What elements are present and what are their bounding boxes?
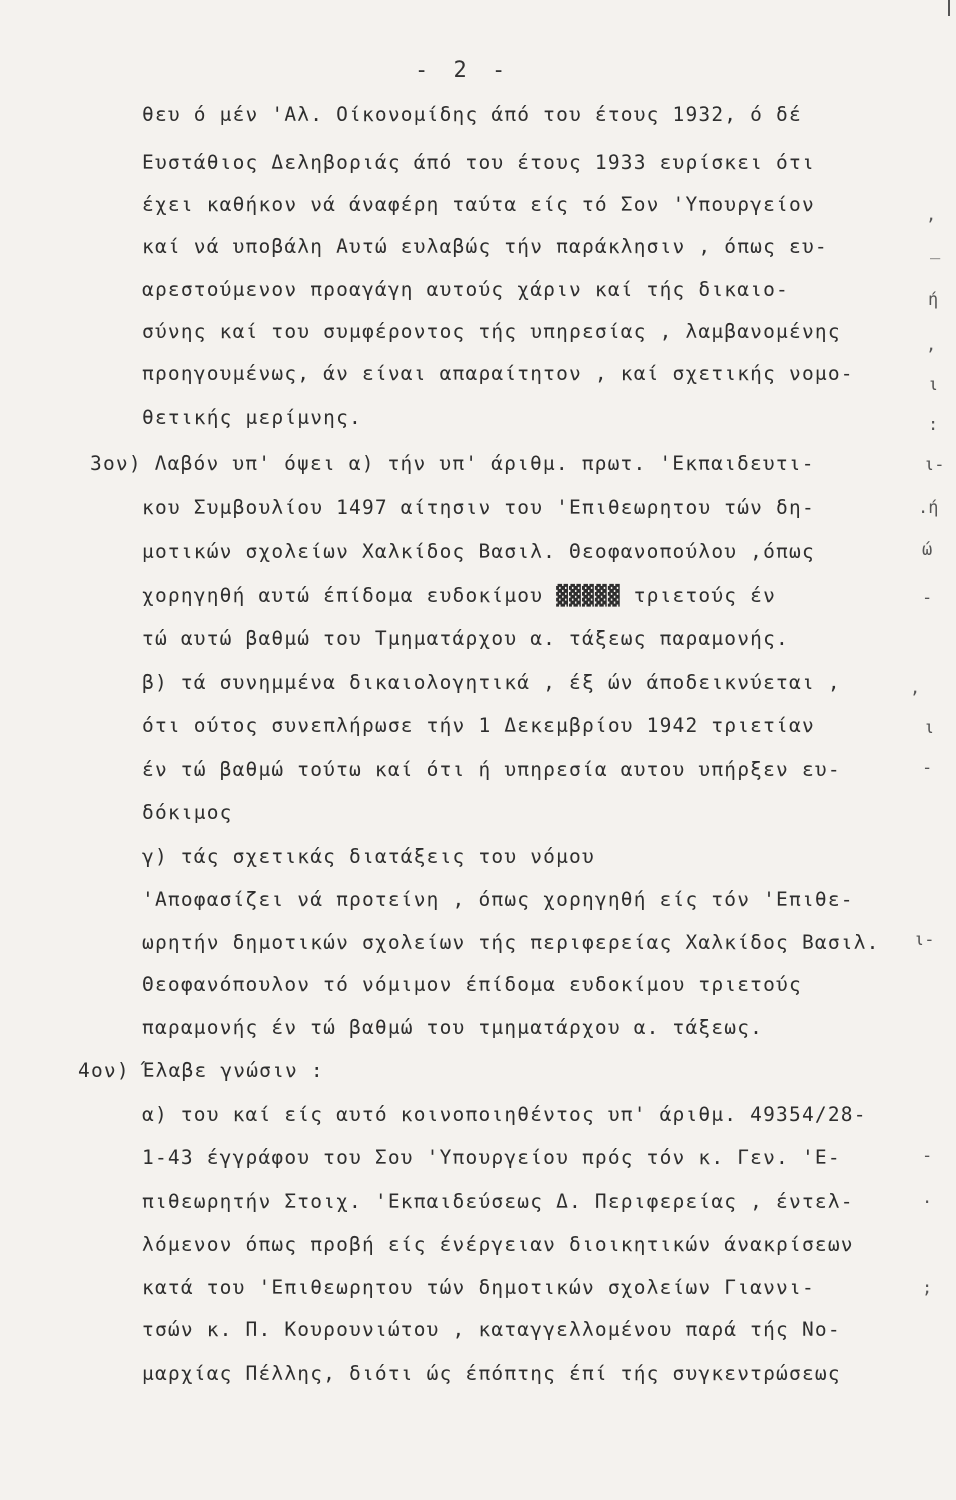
text-line: θευ ό μέν 'Αλ. Οίκονομίδης άπό του έτους 1932, ό δέ <box>142 103 802 126</box>
text-line: β) τά συνημμένα δικαιολογητικά , έξ ών άποδεικνύεται , <box>142 671 841 694</box>
margin-mark: ή <box>928 290 939 310</box>
margin-mark: ώ <box>922 540 933 560</box>
text-line: θετικής μερίμνης. <box>142 406 362 429</box>
text-line: πιθεωρητήν Στοιχ. 'Εκπαιδεύσεως Δ. Περιφερείας , έντελ- <box>142 1190 854 1213</box>
margin-mark: , <box>926 205 937 225</box>
text-line: έν τώ βαθμώ τούτω καί ότι ή υπηρεσία αυτου υπήρξεν ευ- <box>142 758 841 781</box>
text-line: ότι ούτος συνεπλήρωσε τήν 1 Δεκεμβρίου 1942 τριετίαν <box>142 714 815 737</box>
text-line: γ) τάς σχετικάς διατάξεις του νόμου <box>142 845 595 868</box>
margin-mark: ι <box>924 718 935 738</box>
margin-mark: _ <box>930 240 941 260</box>
text-line: σύνης καί του συμφέροντος τής υπηρεσίας , λαμβανομένης <box>142 320 841 343</box>
text-line: 1-43 έγγράφου του Σου 'Υπουργείου πρός τόν κ. Γεν. 'Ε- <box>142 1146 841 1169</box>
text-line: δόκιμος <box>142 801 233 824</box>
text-line: μοτικών σχολείων Χαλκίδος Βασιλ. Θεοφανοπούλου ,όπως <box>142 540 815 563</box>
text-line: Θεοφανόπουλον τό νόμιμον έπίδομα ευδοκίμου τριετούς <box>142 973 802 996</box>
text-line: α) του καί είς αυτό κοινοποιηθέντος υπ' άριθμ. 49354/28- <box>142 1103 867 1126</box>
text-line: έχει καθήκον νά άναφέρη ταύτα είς τό Σον 'Υπουργείον <box>142 193 815 216</box>
text-line: κου Συμβουλίου 1497 αίτησιν του 'Επιθεωρητου τών δη- <box>142 496 815 519</box>
text-line: Ευστάθιος Δεληβοριάς άπό του έτους 1933 ευρίσκει ότι <box>142 151 815 174</box>
margin-mark: .ή <box>918 498 939 518</box>
margin-mark: . <box>922 1188 933 1208</box>
margin-mark: ; <box>922 1278 933 1298</box>
text-line: καί νά υποβάλη Αυτώ ευλαβώς τήν παράκλησιν , όπως ευ- <box>142 235 828 258</box>
text-line: αρεστούμενον προαγάγη αυτούς χάριν καί τής δικαιο- <box>142 278 789 301</box>
page-number: - 2 - <box>415 58 512 83</box>
text-line: 'Αποφασίζει νά προτείνη , όπως χορηγηθή είς τόν 'Επιθε- <box>142 888 854 911</box>
text-line: τώ αυτώ βαθμώ του Τμηματάρχου α. τάξεως παραμονής. <box>142 627 789 650</box>
text-line: χορηγηθή αυτώ έπίδομα ευδοκίμου ▓▓▓▓▓ τριετούς έν <box>142 584 777 607</box>
text-line: 3ον) Λαβόν υπ' όψει α) τήν υπ' άριθμ. πρωτ. 'Εκπαιδευτι- <box>90 452 815 475</box>
text-line: λόμενον όπως προβή είς ένέργειαν διοικητικών άνακρίσεων <box>142 1233 854 1256</box>
text-line: κατά του 'Επιθεωρητου τών δημοτικών σχολείων Γιαννι- <box>142 1276 815 1299</box>
margin-mark: ι <box>928 375 939 395</box>
margin-mark: - <box>922 588 933 608</box>
margin-mark: ι- <box>924 455 945 475</box>
margin-mark: , <box>910 678 921 698</box>
margin-mark: - <box>922 1146 933 1166</box>
text-line: τσών κ. Π. Κουρουνιώτου , καταγγελλομένου παρά τής Νο- <box>142 1318 841 1341</box>
margin-mark: ι- <box>914 930 935 950</box>
text-line: μαρχίας Πέλλης, διότι ώς έπόπτης έπί τής συγκεντρώσεως <box>142 1362 841 1385</box>
text-line: παραμονής έν τώ βαθμώ του τμηματάρχου α. τάξεως. <box>142 1016 764 1039</box>
page-edge-mark <box>948 0 950 16</box>
text-line: ωρητήν δημοτικών σχολείων τής περιφερείας Χαλκίδος Βασιλ. <box>142 931 880 954</box>
margin-mark: , <box>926 335 937 355</box>
text-line: 4ον) Έλαβε γνώσιν : <box>78 1059 324 1082</box>
text-line: προηγουμένως, άν είναι απαραίτητον , καί σχετικής νομο- <box>142 362 854 385</box>
margin-mark: - <box>922 758 933 778</box>
margin-mark: : <box>928 415 939 435</box>
